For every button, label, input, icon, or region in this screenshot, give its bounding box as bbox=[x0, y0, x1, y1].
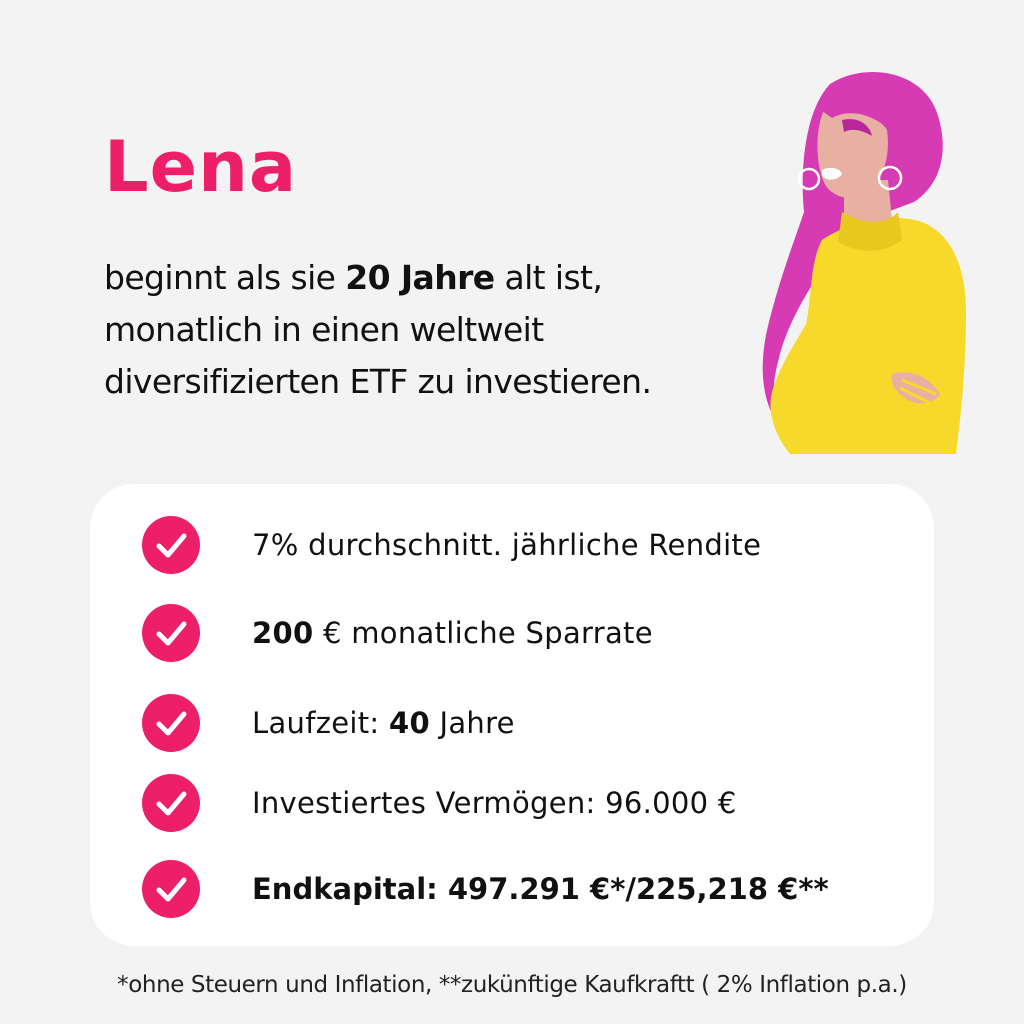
check-circle-icon bbox=[142, 604, 200, 662]
list-item bbox=[142, 692, 515, 754]
laufzeit-unit: Jahre bbox=[429, 706, 515, 740]
vermoegen-text: Investiertes Vermögen: 96.000 € bbox=[252, 786, 737, 820]
sparrate-amount: 200 bbox=[252, 616, 314, 650]
sparrate-text bbox=[252, 616, 653, 650]
check-circle-icon bbox=[142, 516, 200, 574]
check-circle-icon bbox=[142, 860, 200, 918]
list-item bbox=[142, 772, 737, 834]
sparrate-label: € monatliche Sparrate bbox=[313, 616, 653, 650]
woman-illustration bbox=[752, 62, 972, 457]
list-item bbox=[142, 514, 761, 576]
list-item bbox=[142, 602, 653, 664]
check-circle-icon bbox=[142, 694, 200, 752]
intro-line3: diversifizierten ETF zu investieren. bbox=[104, 362, 652, 401]
laufzeit-label: Laufzeit: bbox=[252, 706, 389, 740]
endkapital-text: Endkapital: 497.291 €*/225,218 €** bbox=[252, 872, 829, 906]
rendite-text: 7% durchschnitt. jährliche Rendite bbox=[252, 528, 762, 562]
intro-age: 20 Jahre bbox=[345, 258, 495, 297]
check-circle-icon bbox=[142, 774, 200, 832]
intro-line1-start: beginnt als sie bbox=[104, 258, 346, 297]
intro-line2: monatlich in einen weltweit bbox=[104, 310, 544, 349]
list-item bbox=[142, 858, 829, 920]
intro-text bbox=[104, 252, 724, 408]
laufzeit-years: 40 bbox=[389, 706, 430, 740]
laufzeit-text bbox=[252, 706, 515, 740]
footnote: *ohne Steuern und Inflation, **zukünftige Kaufkraftt ( 2% Inflation p.a.) bbox=[117, 972, 907, 998]
page-title: Lena bbox=[104, 126, 298, 208]
intro-line1-end: alt ist, bbox=[494, 258, 603, 297]
